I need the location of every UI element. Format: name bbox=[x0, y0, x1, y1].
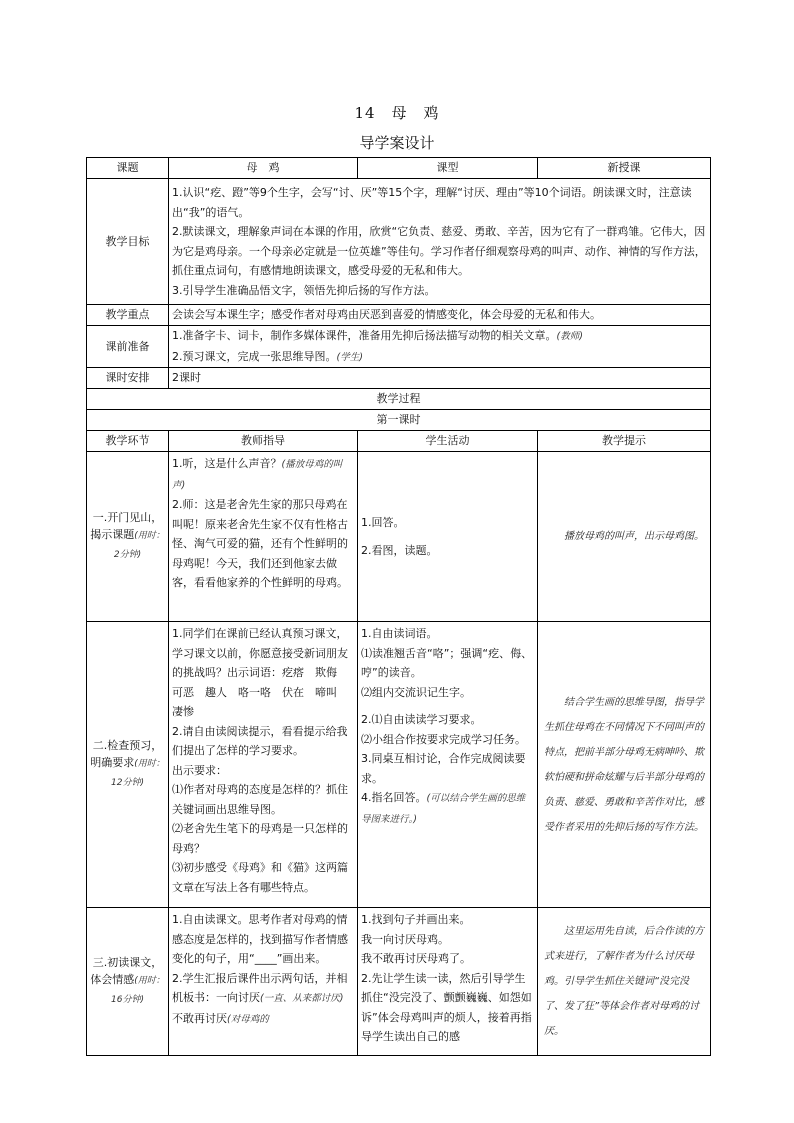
col-student: 学生活动 bbox=[358, 431, 538, 452]
section-3-step: 三.初读课文，体会情感(用时：16分钟) bbox=[87, 908, 169, 1056]
prep-content bbox=[169, 326, 711, 368]
section-2-student: 1.自由读词语。 ⑴读准翘舌音“咯”；强调“疙、侮、哼”的读音。 ⑵组内交流识记生字。 2.⑴自由读读学习要求。 ⑵小组合作按要求完成学习任务。 3.同桌互相讨论，合作完成阅读要求。 4.指名回答。(可以结合学生画的思维导图来进行。) bbox=[358, 622, 538, 908]
prep-line-1: 1.准备字卡、词卡，制作多媒体课件，准备用先抑后扬法描写动物的相关文章。(教师) bbox=[172, 329, 583, 342]
key-point-content: 会读会写本课生字；感受作者对母鸡由厌恶到喜爱的情感变化，体会母爱的无私和伟大。 bbox=[169, 305, 711, 326]
section-3-tips: 这里运用先自读，后合作读的方式来进行，了解作者为什么讨厌母鸡。引导学生抓住关键词“没完没了、发了狂”等体会作者对母鸡的讨厌。 bbox=[538, 908, 711, 1056]
section-2-teacher: 1.同学们在课前已经认真预习课文，学习课文以前，你愿意接受新词朋友的挑战吗？出示词语：疙瘩 欺侮 可恶 趣人 咯一咯 伏在 啼叫 凄惨 2.请自由读阅读提示，看看提示给我们提出了怎样的学习要求。 出示要求： ⑴作者对母鸡的态度是怎样的？抓住关键词画出思维导图。 ⑵老舍先生笔下的母鸡是一只怎样的母鸡？ ⑶初步感受《母鸡》和《猫》这两篇文章在写法上各有哪些特点。 bbox=[169, 622, 358, 908]
prep-row bbox=[87, 326, 711, 368]
lesson-title-row bbox=[87, 410, 711, 431]
section-1-tips: 播放母鸡的叫声，出示母鸡图。 bbox=[538, 452, 711, 622]
schedule-content: 2课时 bbox=[169, 368, 711, 389]
section-3-student: 1.找到句子并画出来。 我一向讨厌母鸡。 我不敢再讨厌母鸡了。 2.先让学生读一读，然后引导学生抓住“没完没了、颤颤巍巍、如怨如诉”体会母鸡叫声的烦人，接着再指导学生读出自己的感 bbox=[358, 908, 538, 1056]
page-subtitle: 导学案设计 bbox=[359, 134, 435, 152]
section-2-step: 二.检查预习，明确要求(用时：12分钟) bbox=[87, 622, 169, 908]
header-row bbox=[87, 158, 711, 179]
section-1-student: 1.回答。 2.看图，读题。 bbox=[358, 452, 538, 622]
lesson-title: 第一课时 bbox=[87, 410, 711, 431]
goals-content bbox=[169, 179, 711, 305]
label-goals: 教学目标 bbox=[87, 179, 169, 305]
section-1-teacher: 1.听，这是什么声音？(播放母鸡的叫声) 2.师：这是老舍先生家的那只母鸡在叫呢！原来老舍先生家不仅有性格古怪、淘气可爱的猫，还有个性鲜明的母鸡呢！今天，我们还到他家去做客，看看他家养的个性鲜明的母鸡。 bbox=[169, 452, 358, 622]
goals-row bbox=[87, 179, 711, 305]
label-schedule: 课时安排 bbox=[87, 368, 169, 389]
label-prep: 课前准备 bbox=[87, 326, 169, 368]
label-key-point: 教学重点 bbox=[87, 305, 169, 326]
col-tips: 教学提示 bbox=[538, 431, 711, 452]
process-title: 教学过程 bbox=[87, 389, 711, 410]
section-2-tips: 结合学生画的思维导图，指导学生抓住母鸡在不同情况下不同叫声的特点，把前半部分母鸡无病呻吟、欺软怕硬和拼命炫耀与后半部分母鸡的负责、慈爱、勇敢和辛苦作对比，感受作者采用的先抑后扬的写作方法。 bbox=[538, 622, 711, 908]
goal-1: 1.认识“疙、蹬”等9个生字，会写“讨、厌”等15个字，理解“讨厌、理由”等10个词语。朗读课文时，注意读出“我”的语气。 bbox=[172, 186, 692, 219]
key-point-row bbox=[87, 305, 711, 326]
col-teacher: 教师指导 bbox=[169, 431, 358, 452]
section-1-step: 一.开门见山，揭示课题(用时：2分钟) bbox=[87, 452, 169, 622]
label-type: 课型 bbox=[358, 158, 538, 179]
topic-value: 母 鸡 bbox=[169, 158, 358, 179]
label-topic: 课题 bbox=[87, 158, 169, 179]
section-row-2 bbox=[87, 622, 711, 908]
goal-3: 3.引导学生准确品悟文字，领悟先抑后扬的写作方法。 bbox=[172, 283, 436, 297]
prep-line-2: 2.预习课文，完成一张思维导图。(学生) bbox=[172, 349, 363, 363]
schedule-row bbox=[87, 368, 711, 389]
col-step: 教学环节 bbox=[87, 431, 169, 452]
type-value: 新授课 bbox=[538, 158, 711, 179]
section-row-3 bbox=[87, 908, 711, 1056]
section-row-1 bbox=[87, 452, 711, 622]
lesson-plan-table bbox=[86, 157, 711, 1056]
process-title-row bbox=[87, 389, 711, 410]
page-title: 14 母 鸡 bbox=[354, 104, 440, 122]
goal-2: 2.默读课文，理解象声词在本课的作用，欣赏“它负责、慈爱、勇敢、辛苦，因为它有了一群鸡雏。它伟大，因为它是鸡母亲。一个母亲必定就是一位英雄”等佳句。学习作者仔细观察母鸡的叫声、动作、神情的写作方法，抓住重点词句，有感情地朗读课文，感受母爱的无私和伟大。 bbox=[172, 225, 706, 277]
column-header-row bbox=[87, 431, 711, 452]
section-3-teacher: 1.自由读课文。思考作者对母鸡的情感态度是怎样的，找到描写作者情感变化的句子，用“____”画出来。 2.学生汇报后课件出示两句话，并相机板书：一向讨厌(一直、从来都讨厌) 不敢再讨厌(对母鸡的 bbox=[169, 908, 358, 1056]
